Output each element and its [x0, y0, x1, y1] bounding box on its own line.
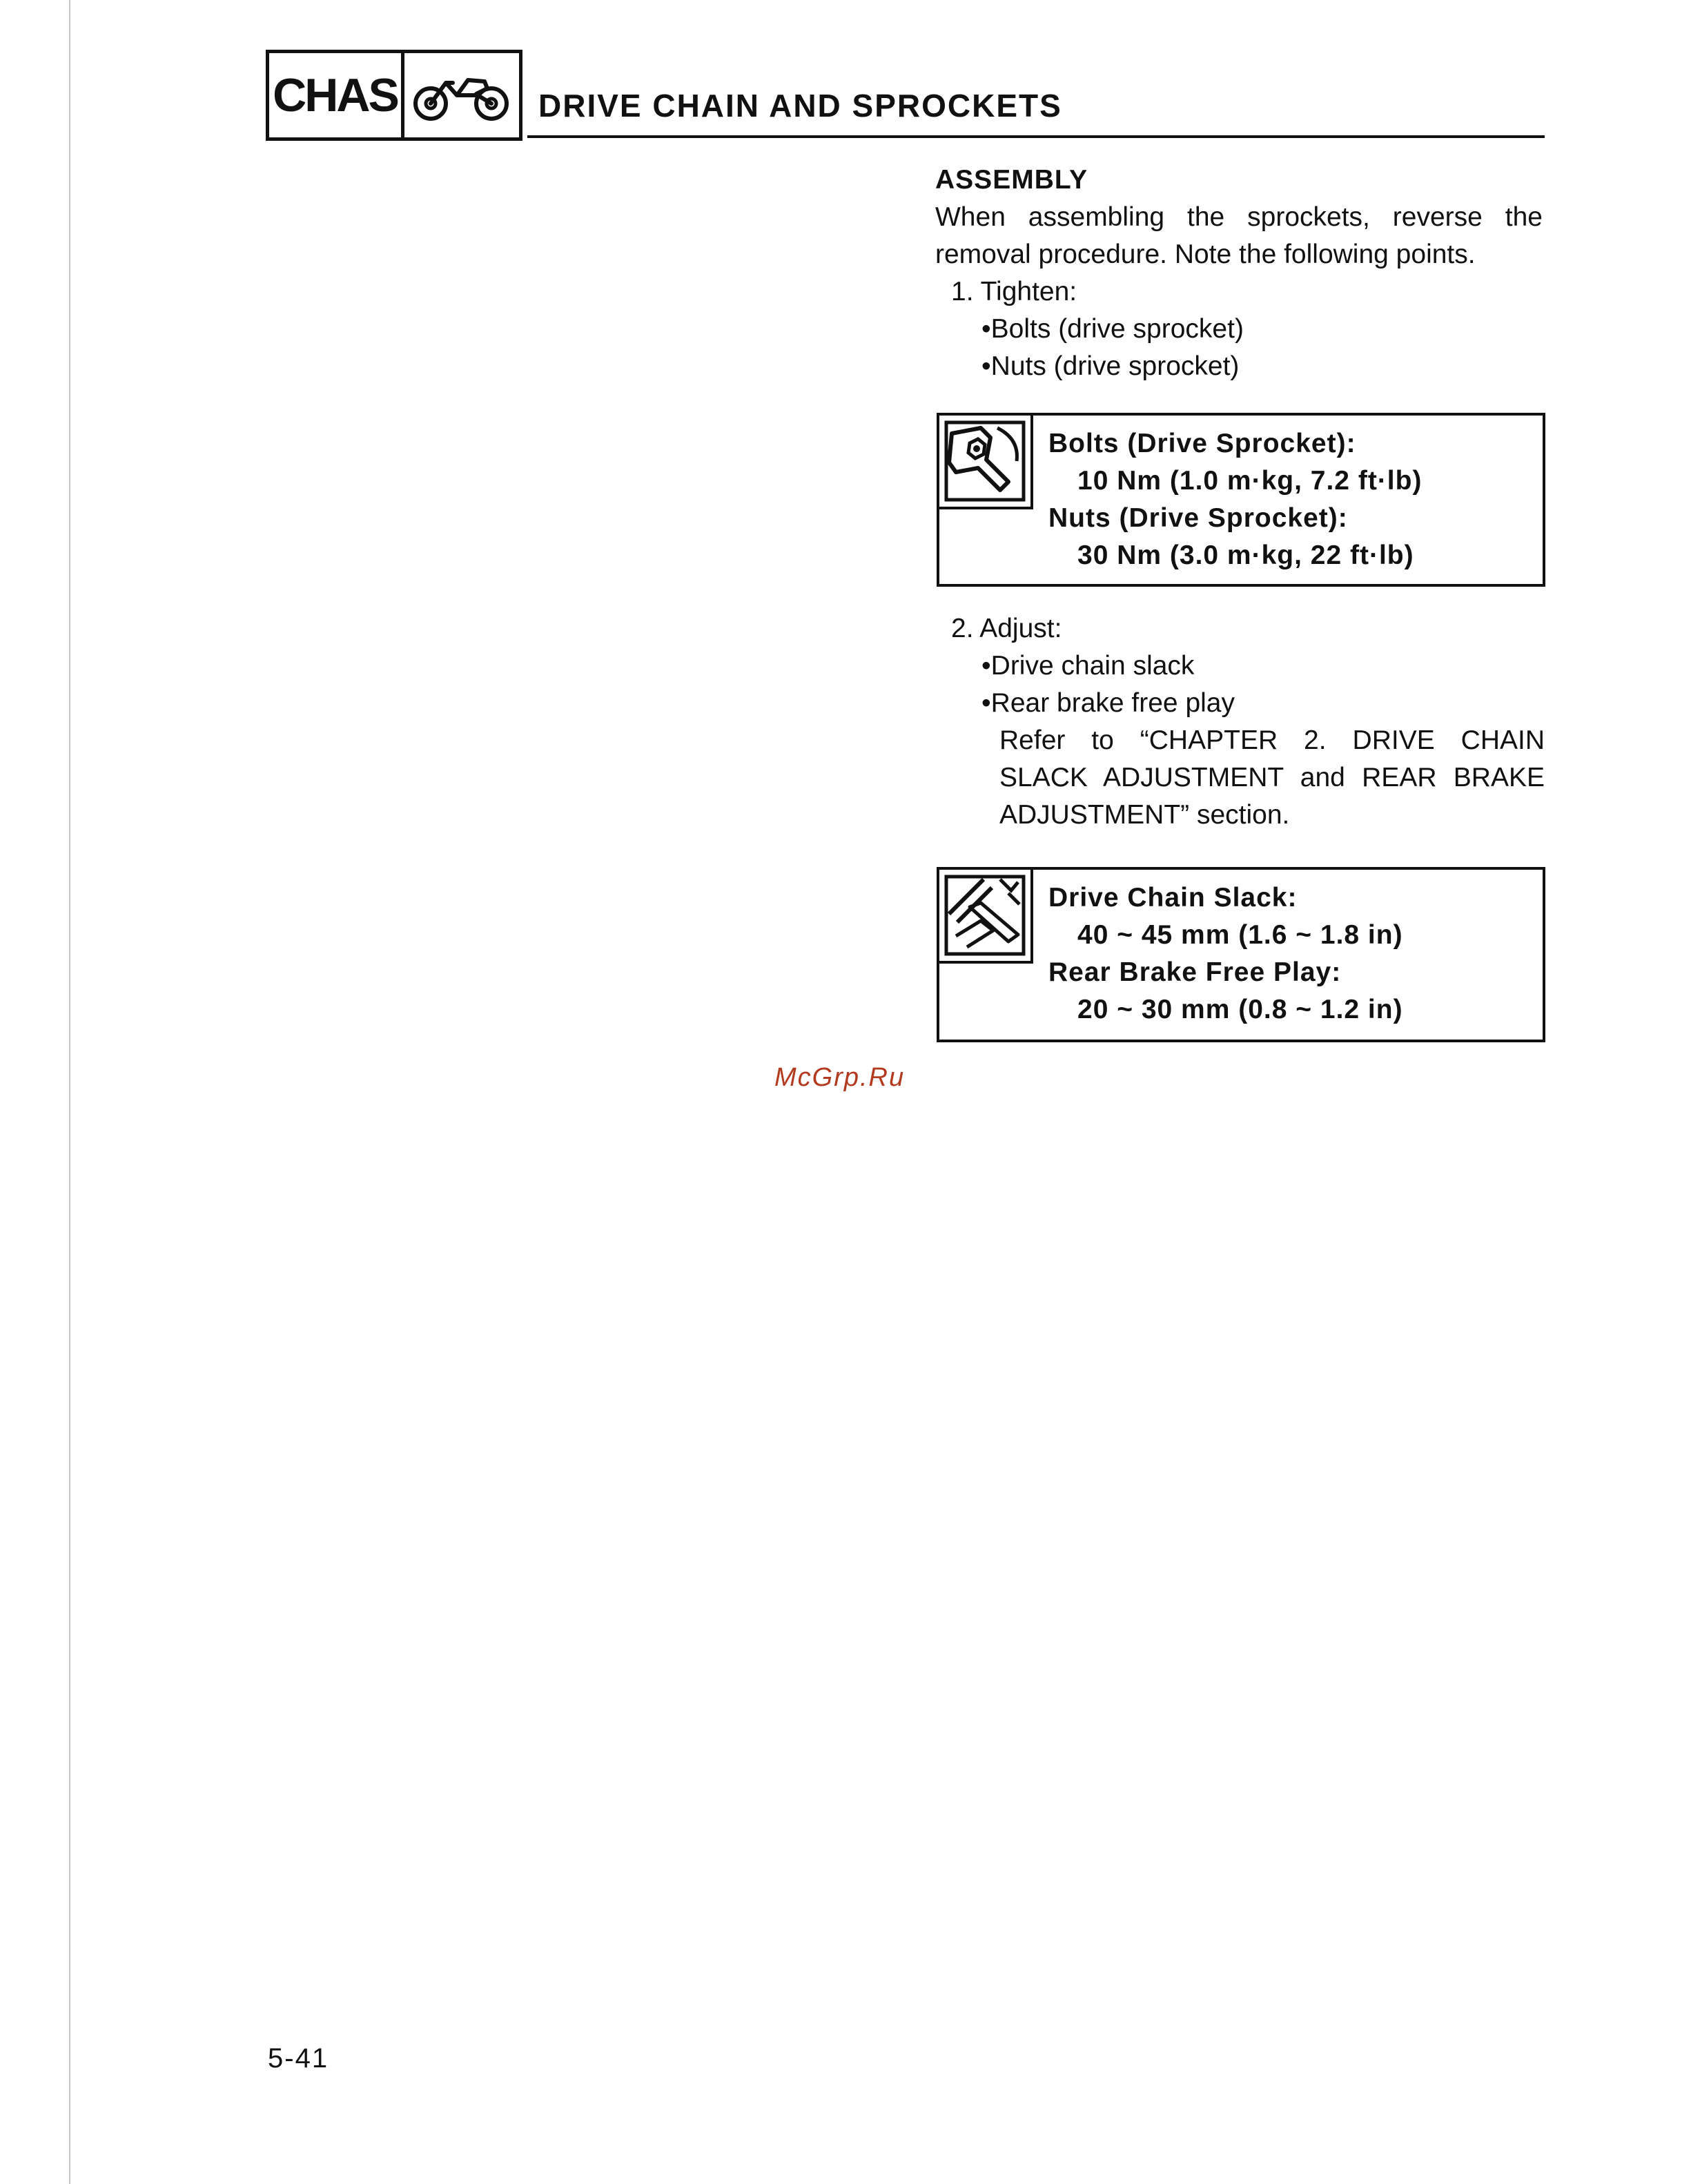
section-heading: ASSEMBLY	[935, 165, 1088, 195]
chain-slack-value: 40 ~ 45 mm (1.6 ~ 1.8 in)	[1077, 920, 1403, 950]
step-2-bullet: • Rear brake free play	[981, 685, 1235, 722]
torque-wrench-icon	[939, 416, 1033, 509]
motorcycle-icon	[404, 53, 519, 137]
chain-slack-label: Drive Chain Slack:	[1048, 883, 1298, 913]
torque-spec-box	[937, 413, 1545, 587]
brake-free-play-label: Rear Brake Free Play:	[1048, 957, 1342, 987]
reference-note: Refer to “CHAPTER 2. DRIVE CHAIN SLACK ADJUSTMENT and REAR BRAKE ADJUSTMENT” section.	[999, 725, 1545, 830]
brake-free-play-value: 20 ~ 30 mm (0.8 ~ 1.2 in)	[1077, 995, 1403, 1024]
torque-nuts-value: 30 Nm (3.0 m·kg, 22 ft·lb)	[1077, 540, 1414, 570]
step-1-bullet: • Bolts (drive sprocket)	[981, 311, 1244, 348]
step-1-label: 1. Tighten:	[951, 277, 1077, 306]
page-title: DRIVE CHAIN AND SPROCKETS	[538, 88, 1062, 124]
adjustment-spec-box	[937, 867, 1545, 1042]
step-2-label: 2. Adjust:	[951, 614, 1062, 643]
page-number: 5-41	[268, 2043, 329, 2074]
header-rule	[527, 135, 1545, 138]
torque-bolts-label: Bolts (Drive Sprocket):	[1048, 429, 1356, 458]
binding-edge-line	[69, 0, 70, 2184]
intro-paragraph: When assembling the sprockets, reverse the removal procedure. Note the following points.	[935, 202, 1543, 269]
torque-bolts-value: 10 Nm (1.0 m·kg, 7.2 ft·lb)	[1077, 466, 1423, 496]
chapter-tag-text: CHAS	[269, 53, 404, 137]
step-1-bullet: • Nuts (drive sprocket)	[981, 348, 1239, 385]
chapter-tag	[266, 50, 522, 141]
watermark: McGrp.Ru	[774, 1063, 906, 1092]
torque-nuts-label: Nuts (Drive Sprocket):	[1048, 503, 1348, 533]
caliper-gauge-icon	[939, 870, 1033, 964]
step-2-bullet: • Drive chain slack	[981, 647, 1194, 685]
